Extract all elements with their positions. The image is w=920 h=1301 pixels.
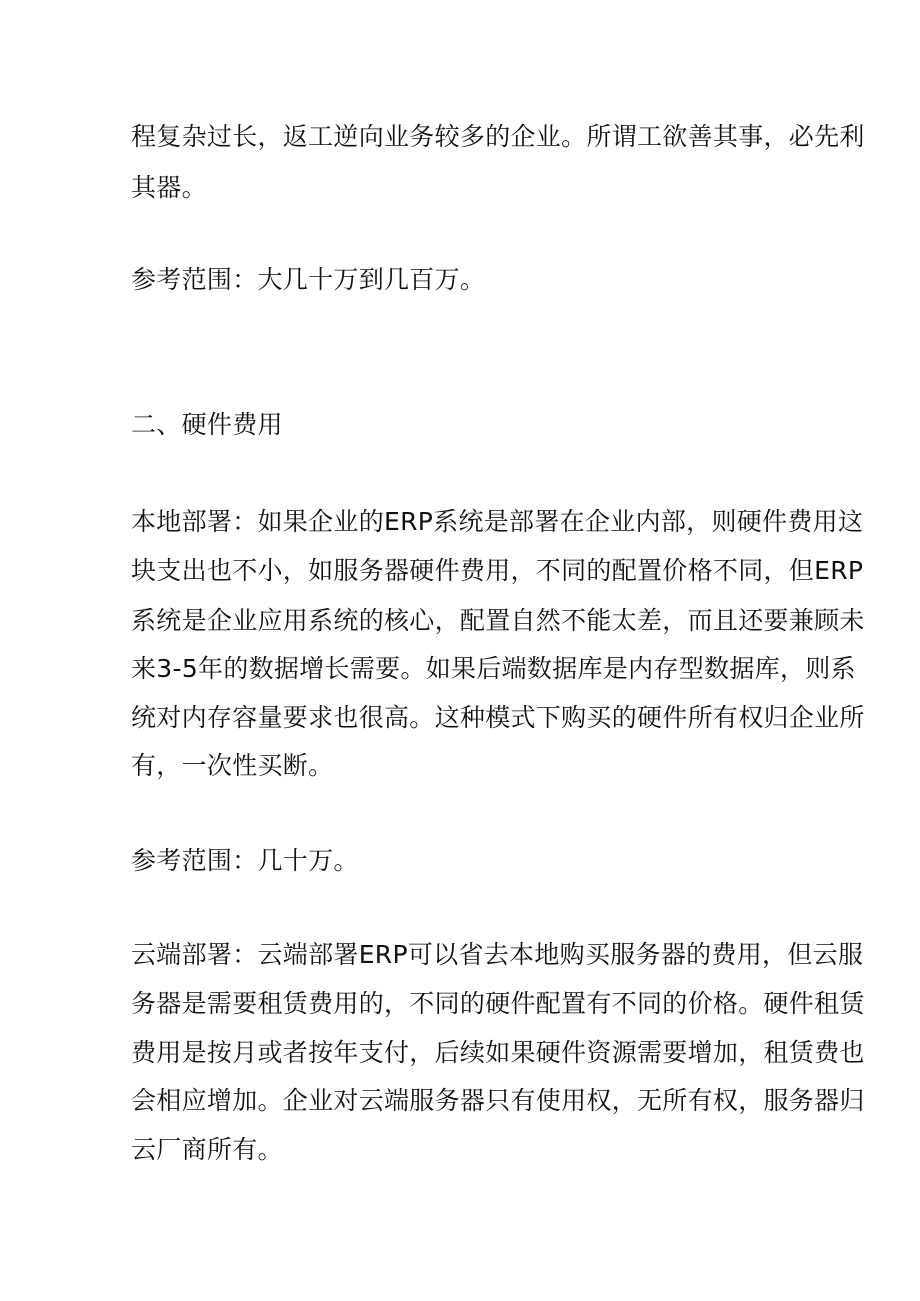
text-line: 云端部署：云端部署ERP可以省去本地购买服务器的费用，但云服 bbox=[131, 940, 864, 969]
section-heading: 二、硬件费用 bbox=[131, 410, 283, 439]
text-line: 系统是企业应用系统的核心，配置自然不能太差，而且还要兼顾未 bbox=[131, 606, 865, 635]
price-range-line: 参考范围：大几十万到几百万。 bbox=[131, 265, 486, 294]
text-line: 会相应增加。企业对云端服务器只有使用权，无所有权，服务器归 bbox=[131, 1086, 865, 1115]
text-line: 云厂商所有。 bbox=[131, 1135, 283, 1164]
text-line: 费用是按月或者按年支付，后续如果硬件资源需要增加，租赁费也 bbox=[131, 1038, 865, 1067]
text-line: 有，一次性买断。 bbox=[131, 751, 334, 780]
price-range-line: 参考范围：几十万。 bbox=[131, 846, 359, 875]
text-line: 程复杂过长，返工逆向业务较多的企业。所谓工欲善其事，必先利 bbox=[131, 122, 865, 151]
text-line: 务器是需要租赁费用的，不同的硬件配置有不同的价格。硬件租赁 bbox=[131, 989, 865, 1018]
text-line: 统对内存容量要求也很高。这种模式下购买的硬件所有权归企业所 bbox=[131, 703, 865, 732]
text-line: 其器。 bbox=[131, 173, 207, 202]
text-line: 块支出也不小，如服务器硬件费用，不同的配置价格不同，但ERP bbox=[131, 556, 864, 585]
text-line: 本地部署：如果企业的ERP系统是部署在企业内部，则硬件费用这 bbox=[131, 507, 864, 536]
text-line: 来3-5年的数据增长需要。如果后端数据库是内存型数据库，则系 bbox=[131, 654, 856, 683]
